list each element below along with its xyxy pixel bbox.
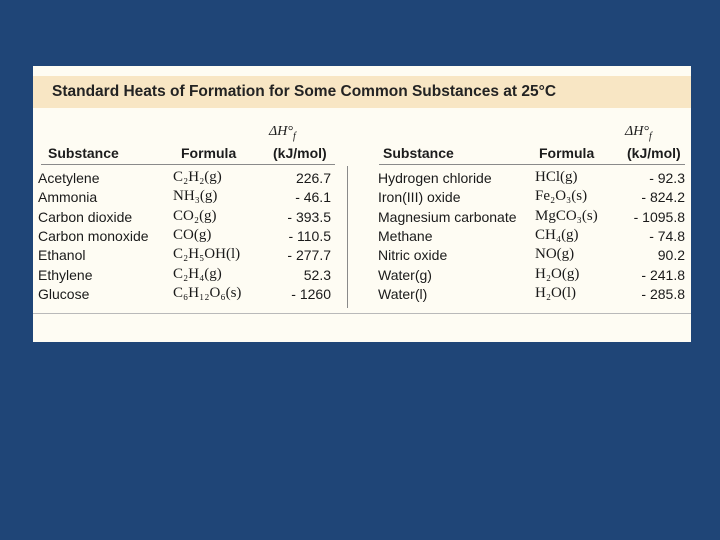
left-value-cell: - 1260 <box>291 285 331 302</box>
table-row <box>33 170 691 189</box>
left-value-cell: - 393.5 <box>287 208 331 225</box>
right-substance-cell: Iron(III) oxide <box>378 189 461 206</box>
left-substance-cell: Acetylene <box>38 170 100 186</box>
header-substance-left: Substance <box>48 145 119 161</box>
left-formula-cell: C₂H₅OH(l) <box>173 246 241 263</box>
left-substance-cell: Ethylene <box>38 266 93 283</box>
table-title: Standard Heats of Formation for Some Common Substances at 25°C <box>52 83 557 100</box>
left-value-cell: 52.3 <box>303 266 331 283</box>
left-formula-cell: C₆H₁₂O₆(s) <box>173 284 242 301</box>
left-substance-cell: Ammonia <box>38 189 98 206</box>
table-panel <box>33 66 691 342</box>
bottom-rule <box>33 313 691 314</box>
left-value-cell: - 110.5 <box>288 227 331 244</box>
right-formula-cell: MgCO₃(s) <box>535 207 598 224</box>
right-substance-cell: Magnesium carbonate <box>378 208 517 225</box>
left-formula-cell: NH₃(g) <box>173 188 218 205</box>
right-formula-cell: NO(g) <box>535 246 575 263</box>
right-value-cell: 90.2 <box>657 247 685 264</box>
left-value-cell: - 277.7 <box>287 247 331 264</box>
left-substance-cell: Carbon dioxide <box>38 208 133 225</box>
left-value-cell: - 46.1 <box>295 189 331 206</box>
left-formula-cell: C₂H₂(g) <box>173 169 222 185</box>
right-substance-cell: Hydrogen chloride <box>378 170 492 186</box>
header-formula-left: Formula <box>181 145 237 161</box>
right-value-cell: - 241.8 <box>641 266 685 283</box>
left-formula-cell: CO(g) <box>173 226 212 243</box>
table-row <box>33 228 691 247</box>
header-substance-right: Substance <box>383 145 454 161</box>
left-formula-cell: C₂H₄(g) <box>173 265 222 282</box>
table-row <box>33 189 691 208</box>
table-row <box>33 209 691 228</box>
right-substance-cell: Water(l) <box>378 285 428 302</box>
right-value-cell: - 1095.8 <box>633 208 685 225</box>
left-substance-cell: Carbon monoxide <box>38 227 149 244</box>
right-formula-cell: HCl(g) <box>535 169 578 185</box>
left-value-cell: 226.7 <box>295 170 331 186</box>
right-value-cell: - 285.8 <box>641 285 685 302</box>
right-formula-cell: Fe₂O₃(s) <box>535 188 588 205</box>
title-bar <box>33 76 691 108</box>
right-formula-cell: H₂O(l) <box>535 284 577 301</box>
right-formula-cell: H₂O(g) <box>535 265 580 282</box>
right-value-cell: - 824.2 <box>641 189 685 206</box>
left-substance-cell: Glucose <box>38 285 90 302</box>
left-formula-cell: CO₂(g) <box>173 207 217 224</box>
header-units-right: (kJ/mol) <box>627 145 681 161</box>
right-substance-cell: Methane <box>378 227 433 244</box>
right-value-cell: - 74.8 <box>649 227 685 244</box>
table-row <box>33 267 691 286</box>
right-substance-cell: Water(g) <box>378 266 432 283</box>
header-rule-right <box>379 164 685 165</box>
right-substance-cell: Nitric oxide <box>378 247 448 264</box>
header-formula-right: Formula <box>539 145 595 161</box>
header-units-left: (kJ/mol) <box>273 145 327 161</box>
header-delta-h-left: $\Delta H^\circ_f$ <box>269 124 296 142</box>
header-delta-h-right: $\Delta H^\circ_f$ <box>625 124 652 142</box>
right-value-cell: - 92.3 <box>649 170 685 186</box>
table-row <box>33 286 691 305</box>
left-substance-cell: Ethanol <box>38 247 86 264</box>
table-row <box>33 247 691 266</box>
right-formula-cell: CH₄(g) <box>535 226 579 243</box>
header-rule-left <box>41 164 335 165</box>
